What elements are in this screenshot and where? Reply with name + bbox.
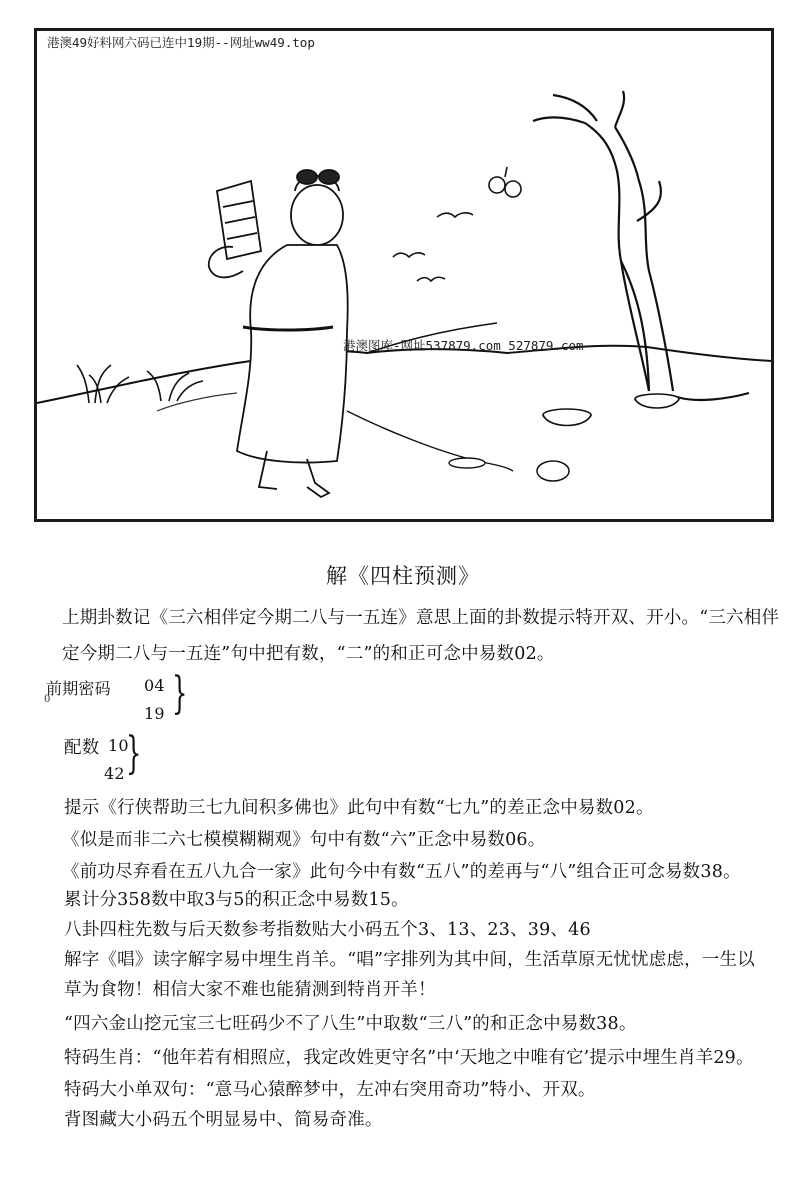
ground-line (157, 393, 237, 411)
match-numbers-value-1: 10 (108, 736, 129, 755)
fruit-cluster (489, 167, 521, 197)
body-line-10: 特码大小单双句：“意马心猿醉梦中，左冲右突用奇功”特小、开双。 (64, 1080, 596, 1100)
top-watermark: 港澳49好料网六码已连中19期--网址ww49.top (47, 35, 315, 50)
body-line-7: 草为食物！相信大家不难也能猜测到特肖开羊！ (64, 980, 436, 1000)
previous-code-value-2: 19 (144, 704, 165, 723)
match-numbers-brace: } (126, 728, 142, 779)
match-numbers-value-2: 42 (104, 764, 125, 783)
body-line-2: 《似是而非二六七模模糊糊观》句中有数“六”正念中易数06。 (62, 830, 546, 850)
paragraph-line-2: 定今期二八与一五连”句中把有数，“二”的和正可念中易数02。 (62, 644, 555, 664)
toad-figure (537, 461, 569, 481)
middle-watermark: 港澳图库-网址537879.com 527879.com (343, 338, 584, 353)
cord-end (449, 458, 485, 468)
body-line-3: 《前功尽弃看在五八九合一家》此句今中有数“五八”的差再与“八”组合正可念易数38。 (62, 862, 741, 882)
illustration-frame (34, 28, 774, 522)
body-line-5: 八卦四柱先数与后天数参考指数贴大小码五个3、13、23、39、46 (64, 920, 591, 940)
scholar-figure (209, 170, 513, 497)
body-line-6: 解字《唱》读字解字易中埋生肖羊。“唱”字排列为其中间，生活草原无忧忧虑虑，一生以 (64, 950, 755, 970)
body-line-1: 提示《行侠帮助三七九间积多佛也》此句中有数“七九”的差正念中易数02。 (64, 798, 654, 818)
body-line-8: “四六金山挖元宝三七旺码少不了八生”中取数“三八”的和正念中易数38。 (64, 1014, 637, 1034)
grass-tuft (77, 365, 203, 403)
previous-code-mark: 0 (44, 694, 51, 705)
previous-code-brace: } (172, 668, 188, 719)
body-line-4: 累计分358数中取3与5的积正念中易数15。 (64, 890, 409, 910)
treasure-bowls (543, 394, 679, 426)
body-line-9: 特码生肖：“他年若有相照应，我定改姓更守名”中‘天地之中唯有它’提示中埋生肖羊29。 (64, 1048, 754, 1068)
previous-code-value-1: 04 (144, 676, 165, 695)
body-line-11: 背图藏大小码五个明显易中、简易奇准。 (64, 1110, 383, 1130)
page-title: 解《四柱预测》 (326, 564, 480, 588)
match-numbers-label: 配数 (64, 738, 100, 758)
paragraph-line-1: 上期卦数记《三六相伴定今期二八与一五连》意思上面的卦数提示特开双、开小。“三六相伴 (62, 608, 780, 628)
scholar-illustration (37, 31, 771, 519)
previous-code-label: 前期密码 (46, 679, 111, 698)
flying-birds (393, 213, 473, 281)
